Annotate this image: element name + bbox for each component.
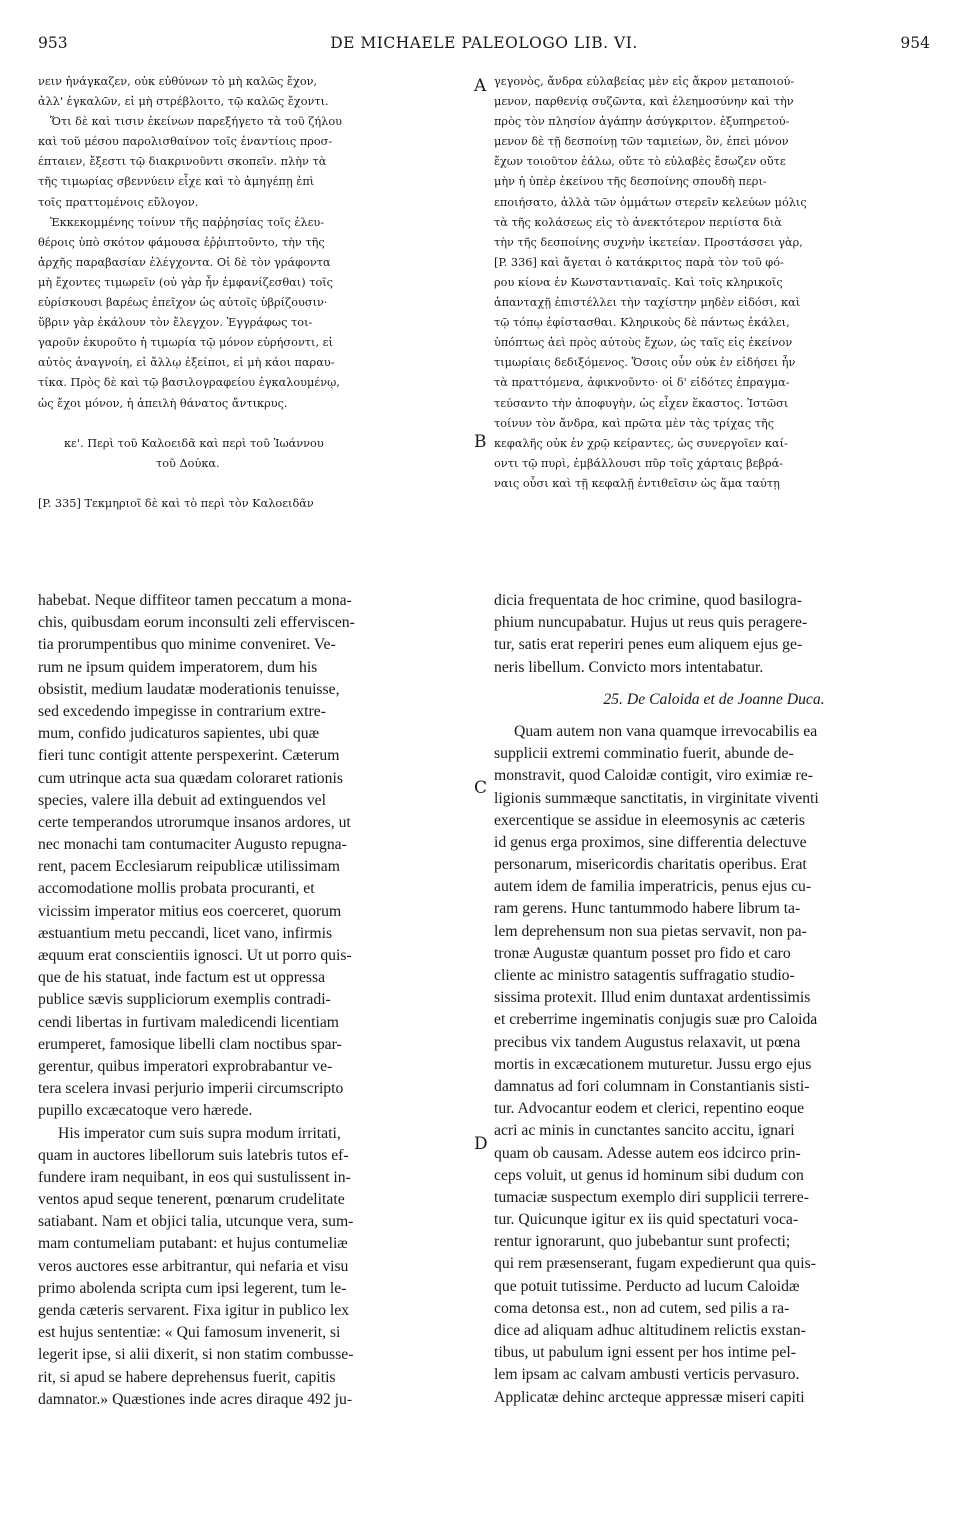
text-line: καὶ τοῦ μέσου παρολισθαίνον τοῖς ἐναντίοις προσ- — [38, 135, 333, 149]
text-line: tera scelera invasi perjurio imperii circumscripto — [38, 1080, 344, 1098]
text-line: precibus vix tandem Augustus relaxavit, ut pœna — [494, 1033, 801, 1051]
text-line: θέροις ὑπὸ σκότον φάμουσα ἐῤῥιπτοῦντο, τὴν τῆς — [38, 235, 325, 249]
text-line: quam ob causam. Adesse autem eos idcirco prin- — [494, 1144, 801, 1162]
text-line: dice ad aliquam adhuc altitudinem relictis exstan- — [494, 1322, 806, 1339]
text-line: οντι τῷ πυρὶ, ἐμβάλλουσι πῦρ τοῖς χάρταις βεβρά- — [494, 456, 784, 470]
text-line: lem deprehensum non sua pietas servavit, non pa- — [494, 922, 807, 940]
text-line: genda cæteris servarent. Fixa igitur in publico lex — [38, 1302, 350, 1319]
text-line: accomodatione mollis probata procuranti, et — [38, 880, 315, 898]
left-page-number: 953 — [38, 34, 68, 52]
text-line: legerit ipse, si alii dixerit, si non statim combusse- — [38, 1346, 354, 1364]
text-line: ὡς ἔχοι μόνον, ἡ ἀπειλὴ θάνατος ἄντικρυς. — [38, 396, 288, 410]
text-line: exercentique se assidue in eleemosynis ac cæteris — [494, 811, 806, 829]
text-line: satiabant. Nam et objici talia, utcunque vera, sum- — [38, 1213, 354, 1231]
text-line: ligionis summæque sanctitatis, in virginitate viventi — [494, 789, 819, 807]
text-line: supplicii extremi comminatio fuerit, abunde de- — [494, 745, 794, 763]
text-line: His imperator cum suis supra modum irritati, — [58, 1124, 341, 1142]
text-line: qui rem præsenserant, fugam expedierunt qua quis- — [494, 1255, 816, 1273]
chapter-title-greek: κε'. Περὶ τοῦ Καλοειδᾶ καὶ περὶ τοῦ Ἰωάννου — [64, 436, 324, 450]
text-line: μενον δὲ τῇ δεσποίνῃ τῶν ταμιείων, ὃν, ἐπεὶ μόνον — [494, 135, 789, 149]
text-line: habebat. Neque diffiteor tamen peccatum a mona- — [38, 592, 352, 609]
chapter-title-latin: 25. De Caloida et de Joanne Duca. — [603, 690, 825, 708]
text-line: Ὅτι δὲ καὶ τισιν ἐκείνων παρεξήγετο τὰ τοῦ ζήλου — [50, 115, 343, 129]
text-line: que potuit tutissime. Perducto ad lucum Caloidæ — [494, 1277, 800, 1295]
text-line: dicia frequentata de hoc crimine, quod basilogra- — [494, 592, 802, 609]
text-line: έπταιεν, ἔξεστι τῷ διακρινοῦντι σκοπεῖν. πλὴν τὰ — [38, 155, 327, 169]
text-line: quam in auctores libellorum suis latebris tutos ef- — [38, 1146, 349, 1164]
text-line: autem idem de familia imperatricis, penus ejus cu- — [494, 878, 812, 896]
text-line: mortis in excæcationem muturetur. Jussu ergo ejus — [494, 1055, 812, 1073]
text-line: damnator.» Quæstiones inde acres diraque 492 ju- — [38, 1390, 353, 1408]
text-line: vicissim imperator mitius eos coerceret, quorum — [38, 902, 342, 920]
text-line: τὴν τῆς δεσποίνης συχνὴν ἱκετείαν. Προστάσσει γὰρ, — [494, 235, 803, 249]
text-line: id genus erga proximos, sine differentia delectuve — [494, 833, 807, 851]
text-line: τῷ τόπῳ ἐφίστασθαι. Κληρικοὺς δὲ πάντως ἐκάλει, — [494, 316, 790, 330]
text-line: tronæ Augustæ quantum posset pro fido et caro — [494, 944, 791, 962]
text-line: ρου κίονα ἐν Κωνσταντιαναῖς. Καὶ τοῖς κληρικοῖς — [494, 275, 783, 289]
text-line: Quam autem non vana quamque irrevocabilis ea — [514, 722, 818, 740]
text-line: æquum erat conscientiis ignosci. Ut ut porro quis- — [38, 947, 352, 964]
text-line: τεύσαντο τὴν ἀποφυγὴν, ὡς εἶχεν ἕκαστος. Ἰστῶσι — [494, 396, 789, 410]
text-line: cliente ac ministro satagentis suffragatio studio- — [494, 967, 795, 984]
latin-text-left-column — [38, 590, 470, 1411]
text-line: ἁπανταχῇ ἐπιστέλλει τὴν ταχίστην μηδὲν εἰδόσι, καὶ — [494, 296, 801, 310]
text-line: ἀλλ' ἐγκαλῶν, εἰ μὴ στρέβλοιτο, τῷ καλῶς ἔχοντι. — [38, 95, 329, 109]
text-line: primo abolenda scripta cum ipsi legerent, tum le- — [38, 1279, 347, 1297]
text-line: ram gerens. Hunc tantummodo habere librum ta- — [494, 900, 801, 918]
text-line: γεγονὸς, ἄνδρα εὐλαβείας μὲν εἰς ἄκρον μεταποιού- — [494, 75, 795, 88]
text-line: fundere iram nequibant, in eos qui sustulissent in- — [38, 1168, 351, 1186]
text-line: ναις οὖσι καὶ τῇ κεφαλῇ ἐντιθεῖσιν ὡς ἅμα ταύτῃ — [494, 476, 780, 490]
text-line: sissima protexit. Illud enim duntaxat ardentissimis — [494, 989, 811, 1007]
text-line: νειν ἠνάγκαζεν, οὐκ εὐθύνων τὸ μὴ καλῶς ἔχον, — [38, 75, 318, 88]
text-line: sed excedendo impegisse in contrarium extre- — [38, 702, 326, 720]
text-line: γαροῦν ἐκυροῦτο ἡ τιμωρία τῷ μόνον εὑρήσοντι, εἰ — [38, 336, 333, 350]
right-page-number: 954 — [900, 34, 930, 52]
text-line: Applicatæ dehinc arcteque appressæ miseri capiti — [494, 1388, 805, 1406]
text-line: est hujus sententiæ: « Qui famosum invenerit, si — [38, 1324, 341, 1342]
text-line: et creberrime ingeminatis conjugis suæ pro Caloida — [494, 1011, 818, 1029]
text-line: personarum, misericordis charitatis operibus. Erat — [494, 856, 807, 874]
text-line: tibus, ut pabulum igni essent per hos intime pel- — [494, 1344, 796, 1362]
text-line: πρὸς τὸν πλησίον ἀγάπην ἀσύγκριτον. ἐξυπηρετού- — [494, 115, 790, 129]
text-line: tumaciæ suspectum exemplo diri supplicii terrere- — [494, 1188, 809, 1206]
text-line: que de his statuat, inde factum est ut oppressa — [38, 969, 326, 987]
text-line: rum ne ipsum quidem imperatorem, dum his — [38, 658, 318, 676]
text-line: veros auctores esse arbitrantur, qui nefaria et visu — [38, 1257, 349, 1275]
text-line: rentur ignorarunt, quo jubebantur sunt profecti; — [494, 1233, 791, 1251]
text-line: Ἐκκεκομμένης τοίνυν τῆς παῤῥησίας τοῖς ἐλευ- — [50, 215, 325, 229]
margin-marker-b: B — [474, 432, 487, 452]
text-line: mum, confido judicaturos sapientes, ubi quæ — [38, 725, 320, 743]
text-line: τοῖς πραττομένοις εὔλογον. — [38, 195, 199, 209]
text-line: tur, satis erat reperiri penes eum aliquem ejus ge- — [494, 636, 803, 654]
text-line: τῆς τιμωρίας σβεννύειν εἶχε καὶ τὸ ἀμηγέπῃ ἐπὶ — [38, 175, 315, 189]
text-line: publice sævis suppliciorum exemplis contradi- — [38, 991, 331, 1009]
page-header — [38, 34, 930, 58]
text-line: ὑπόπτως ἀεὶ πρὸς αὐτοὺς ἔχων, ὡς ταῖς εἰς ἐκείνον — [494, 336, 793, 350]
text-line: εὑρίσκουσι βαρέως ἐπεῖχον ὡς αὐτοῖς ὑβρίζουσιν· — [38, 296, 328, 310]
text-line: certe temperandos utrorumque insanos ardores, ut — [38, 813, 351, 831]
text-line: pupillo excæcatoque vero hærede. — [38, 1102, 253, 1120]
text-line: erumperet, famosique libelli clam noctibus spar- — [38, 1035, 342, 1053]
text-line: ventos apud seque tenerent, pœnarum crudelitate — [38, 1191, 345, 1209]
text-line: τὰ πραττόμενα, ἀφικνοῦντο· οἱ δ' εἰδότες ἐπραγμα- — [494, 376, 790, 390]
text-line: [P. 335] Τεκμηριοῖ δὲ καὶ τὸ περὶ τὸν Καλοειδᾶν — [38, 496, 314, 510]
text-line: species, valere illa debuit ad extinguendos vel — [38, 791, 326, 809]
text-line: ὕβριν γὰρ ἐκάλουν τὸν ἔλεγχον. Ἐγγράφως τοι- — [38, 316, 313, 330]
text-line: [P. 336] καὶ ἄγεται ὁ κατάκριτος παρὰ τὸν τοῦ φό- — [494, 255, 784, 269]
text-line: neris libellum. Convicto mors intentabatur. — [494, 658, 764, 676]
text-line: εποιήσατο, ἀλλὰ τῶν ὀμμάτων στερεῖν κελεύων μόλις — [494, 195, 807, 209]
text-line: cendi libertas in furtivam maledicendi licentiam — [38, 1013, 340, 1031]
text-line: αὐτὸς ἀναγνοίη, εἰ ἄλλῳ ἐξείποι, εἰ μὴ κάοι παραυ- — [38, 356, 335, 370]
latin-text-right-column — [494, 590, 934, 1409]
text-line: τίκα. Πρὸς δὲ καὶ τῷ βασιλογραφείου ἐγκαλουμένῳ, — [38, 376, 340, 390]
margin-marker-c: C — [474, 778, 488, 798]
margin-marker-d: D — [474, 1134, 488, 1154]
text-line: mam contumeliam putabant: et hujus contumeliæ — [38, 1235, 348, 1253]
text-line: coma detonsa est., non ad cutem, sed pilis a ra- — [494, 1299, 790, 1317]
greek-text-right-column — [494, 72, 934, 494]
text-line: κεφαλῆς οὐκ ἐν χρῷ κείραντες, ὡς συνεργοῖεν καί- — [494, 436, 788, 450]
text-line: obsistit, medium laudatæ moderationis tenuisse, — [38, 680, 340, 698]
margin-marker-a: A — [474, 76, 487, 96]
text-line: monstravit, quod Caloidæ contigit, viro eximiæ re- — [494, 767, 813, 785]
text-line: gerentur, quibus imperatori exprobrabantur ve- — [38, 1057, 333, 1075]
chapter-title-greek: τοῦ Δούκα. — [156, 456, 220, 470]
text-line: phium nuncupabatur. Hujus ut reus quis peragere- — [494, 614, 808, 632]
text-line: τὰ τῆς κολάσεως εἰς τὸ ἀνεκτότερον περιίστα διὰ — [494, 215, 782, 229]
text-line: fieri tunc contigit attente perspexerint. Cæterum — [38, 747, 340, 765]
text-line: rent, pacem Ecclesiarum reipublicæ utilissimam — [38, 858, 340, 876]
text-line: tur. Advocantur eodem et clerici, repentino eoque — [494, 1100, 805, 1118]
text-line: τοίνυν τὸν ἄνδρα, καὶ πρῶτα μὲν τὰς τρίχας τῆς — [494, 416, 775, 430]
text-line: damnatus ad fori columnam in Constantianis sisti- — [494, 1077, 810, 1095]
text-line: ἔχων τοιοῦτον ἑάλω, οὔτε τὸ εὐλαβὲς ἔσωζεν οὔτε — [494, 155, 786, 169]
text-line: μὴν ἡ ὑπὲρ ἐκείνου τῆς δεσποίνης σπουδὴ περι- — [494, 175, 767, 189]
text-line: μενον, παρθενίᾳ συζῶντα, καὶ ἐλεημοσύνην καὶ τὴν — [494, 95, 794, 109]
text-line: æstuantium metu peccandi, licet vano, infirmis — [38, 924, 333, 942]
text-line: rit, si apud se habere deprehensus fuerit, capitis — [38, 1368, 336, 1386]
text-line: nec monachi tam contumaciter Augusto repugna- — [38, 836, 347, 854]
text-line: τιμωρίαις δεδιξόμενος. Ὅσοις οὖν οὐκ ἐν εἰδήσει ἦν — [494, 356, 796, 370]
text-line: lem ipsam ac calvam ambusti verticis pervasuro. — [494, 1366, 800, 1384]
running-title: DE MICHAELE PALEOLOGO LIB. VI. — [330, 34, 638, 52]
text-line: chis, quibusdam eorum inconsulti zeli efferviscen- — [38, 614, 355, 632]
text-line: ceps voluit, ut genus id hominum sibi dudum con — [494, 1166, 804, 1184]
greek-text-left-column — [38, 72, 470, 514]
text-line: μὴ ἔχοντες τιμωρεῖν (οὐ γὰρ ἦν ἐμφανίζεσθαι) τοῖς — [38, 275, 334, 289]
text-line: cum utrinque acta sua quædam coloraret rationis — [38, 769, 343, 787]
text-line: tur. Quicunque igitur ex iis quid spectaturi voca- — [494, 1211, 799, 1229]
text-line: acri ac minis in cunctantes sancito accitu, ignari — [494, 1122, 795, 1140]
text-line: ἀρχῆς παραβασίαν ἐλέγχοντα. Οἱ δὲ τὸν γράφοντα — [38, 255, 331, 269]
text-line: tia prorumpentibus quo minime conveniret. Ve- — [38, 636, 336, 654]
